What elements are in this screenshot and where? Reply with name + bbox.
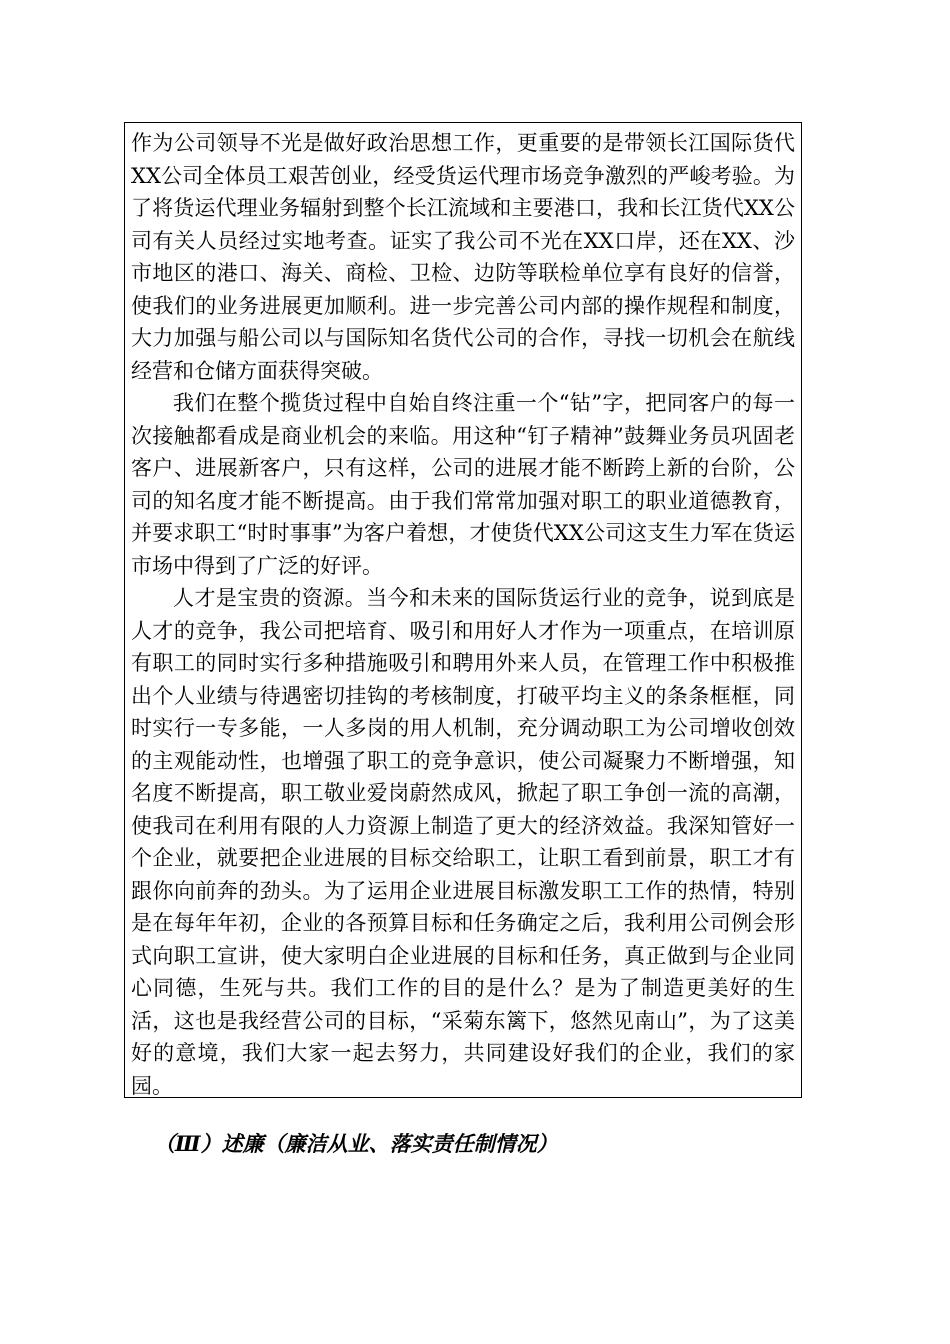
section-heading-integrity: （Ⅲ）述廉（廉洁从业、落实责任制情况） [154,1131,558,1156]
content-box [124,122,802,1098]
paragraph-talent: 人才是宝贵的资源。当今和未来的国际货运行业的竞争，说到底是人才的竞争，我公司把培育、吸引和用好人才作为一项重点，在培训原有职工的同时实行多种措施吸引和聘用外来人员，在管理工作中积极推出个人业绩与待遇密切挂钩的考核制度，打破平均主义的条条框框，同时实行一专多能，一人多岗的用人机制，充分调动职工为公司增收创效的主观能动性，也增强了职工的竞争意识，使公司凝聚力不断增强，知名度不断提高，职工敬业爱岗蔚然成风，掀起了职工争创一流的高潮，使我司在利用有限的人力资源上制造了更大的经济效益。我深知管好一个企业，就要把企业进展的目标交给职工，让职工看到前景，职工才有跟你向前奔的劲头。为了运用企业进展目标激发职工工作的热情，特别是在每年年初，企业的各预算目标和任务确定之后，我利用公司例会形式向职工宣讲，使大家明白企业进展的目标和任务，真正做到与企业同心同德，生死与共。我们工作的目的是什么？是为了制造更美好的生活，这也是我经营公司的目标，“采菊东篱下，悠然见南山”，为了这美好的意境，我们大家一起去努力，共同建设好我们的企业，我们的家园。 [131,586,795,1098]
paragraph-leadership: 作为公司领导不光是做好政治思想工作，更重要的是带领长江国际货代XX公司全体员工艰苦创业，经受货运代理市场竞争激烈的严峻考验。为了将货运代理业务辐射到整个长江流域和主要港口，我和长江货代XX公司有关人员经过实地考查。证实了我公司不光在XX口岸，还在XX、沙市地区的港口、海关、商检、卫检、边防等联检单位享有良好的信誉，使我们的业务进展更加顺利。进一步完善公司内部的操作规程和制度，大力加强与船公司以与国际知名货代公司的合作，寻找一切机会在航线经营和仓储方面获得突破。 [131,131,795,383]
paragraph-customer-service: 我们在整个揽货过程中自始自终注重一个“钻”字，把同客户的每一次接触都看成是商业机会的来临。用这种“钉子精神”鼓舞业务员巩固老客户、进展新客户，只有这样，公司的进展才能不断跨上新的台阶，公司的知名度才能不断提高。由于我们常常加强对职工的职业道德教育，并要求职工“时时事事”为客户着想，才使货代XX公司这支生力军在货运市场中得到了广泛的好评。 [131,391,795,578]
